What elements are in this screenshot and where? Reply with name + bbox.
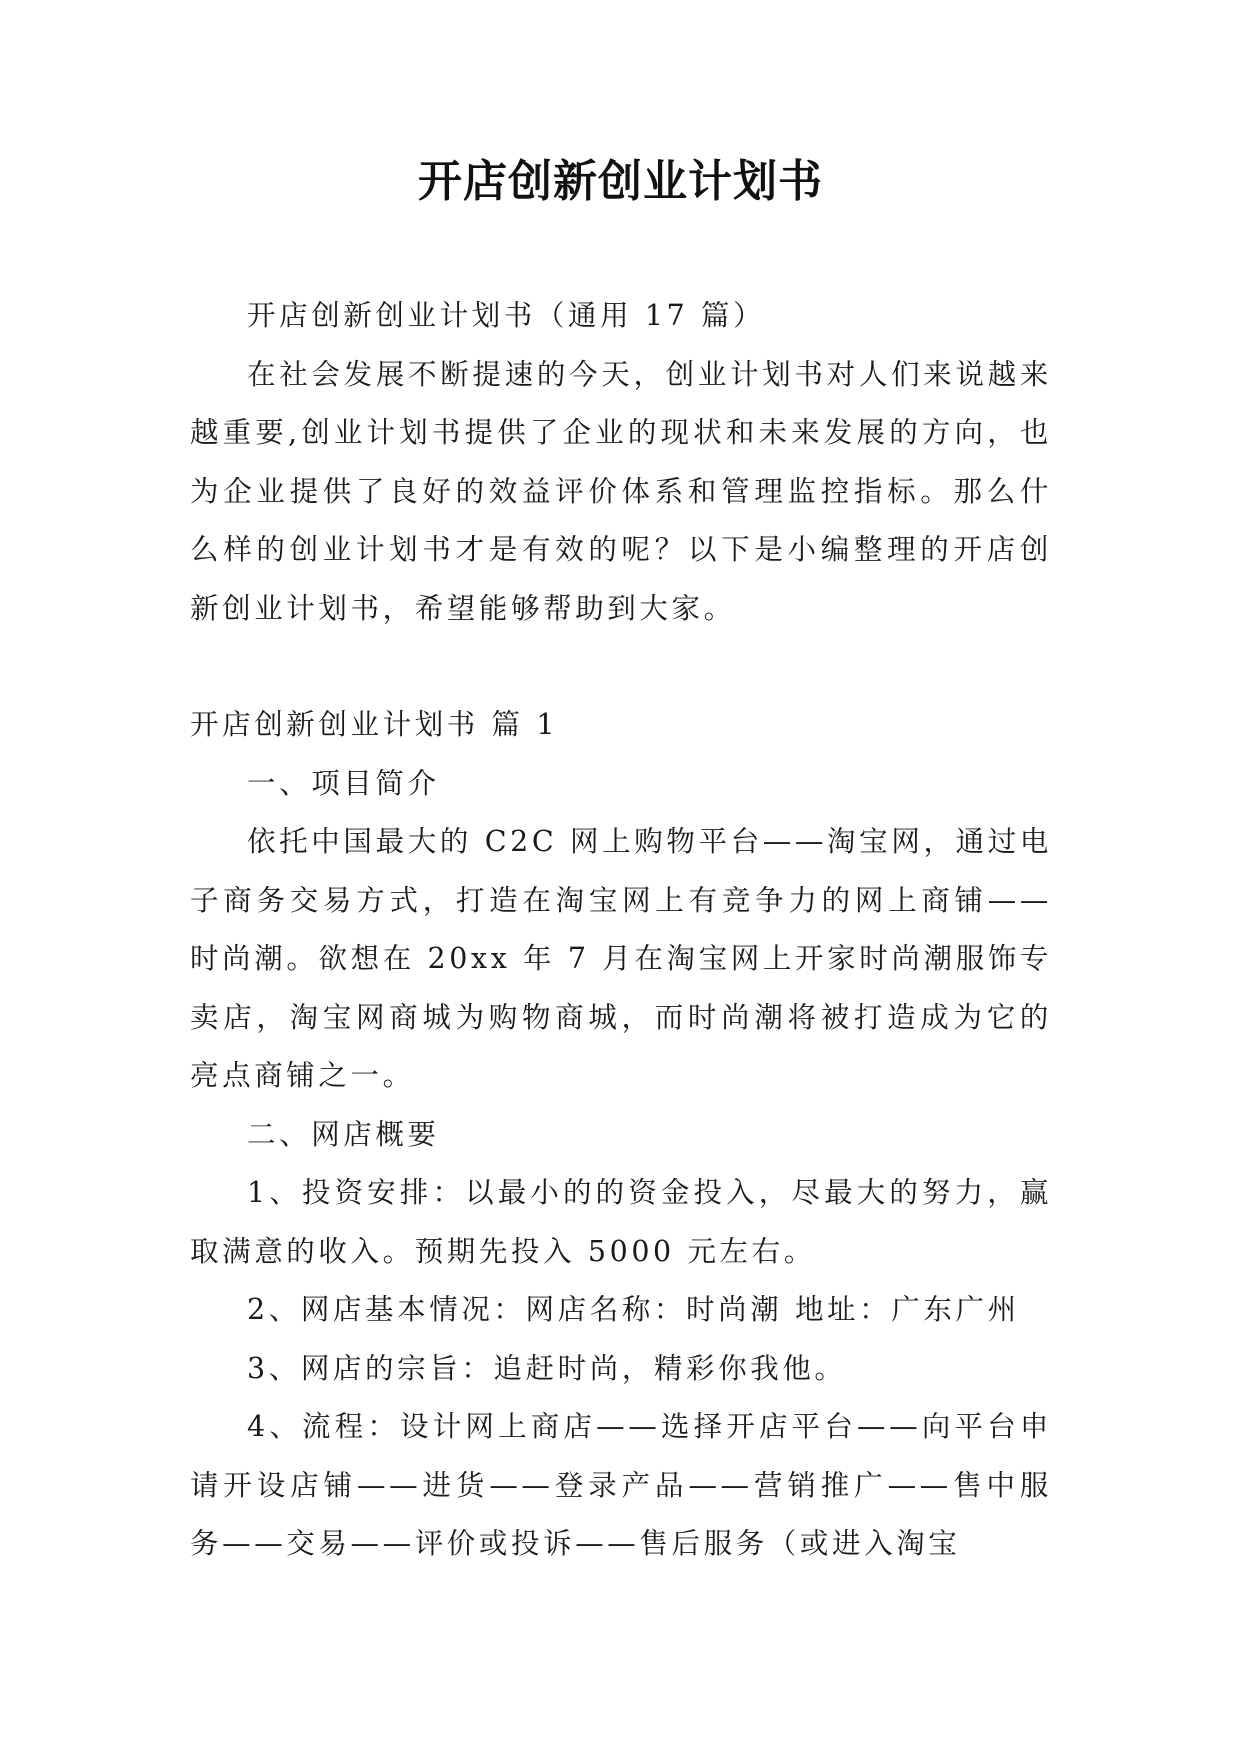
heading-project-intro: 一、项目简介 bbox=[247, 766, 440, 800]
section-heading: 开店创新创业计划书 篇 1 bbox=[190, 708, 559, 741]
list-item-investment: 1、投资安排：以最小的的资金投入，尽最大的努力，赢取满意的收入。预期先投入 5000 元左右。 bbox=[190, 1176, 1052, 1268]
paragraph-gap bbox=[190, 638, 1052, 696]
heading-store-overview: 二、网店概要 bbox=[247, 1117, 440, 1151]
document-title: 开店创新创业计划书 bbox=[418, 156, 823, 207]
intro-paragraph: 在社会发展不断提速的今天，创业计划书对人们来说越来越重要,创业计划书提供了企业的现状和未来发展的方向，也为企业提供了良好的效益评价体系和管理监控指标。那么什么样的创业计划书才是有效的呢？以下是小编整理的开店创新创业计划书，希望能够帮助到大家。 bbox=[190, 357, 1052, 625]
list-item-store-info: 2、网店基本情况：网店名称：时尚潮 地址：广东广州 bbox=[247, 1293, 1020, 1326]
document-body bbox=[190, 287, 1052, 1574]
list-item-process: 4、流程：设计网上商店——选择开店平台——向平台申请开设店铺——进货——登录产品——营销推广——售中服务——交易——评价或投诉——售后服务（或进入淘宝 bbox=[190, 1410, 1052, 1560]
document-subtitle: 开店创新创业计划书（通用 17 篇） bbox=[247, 299, 766, 332]
list-item-purpose: 3、网店的宗旨：追赶时尚，精彩你我他。 bbox=[247, 1351, 847, 1385]
project-intro-paragraph: 依托中国最大的 C2C 网上购物平台——淘宝网，通过电子商务交易方式，打造在淘宝网上有竞争力的网上商铺——时尚潮。欲想在 20xx 年 7 月在淘宝网上开家时尚潮服饰专卖店，淘宝网商城为购物商城，而时尚潮将被打造成为它的亮点商铺之一。 bbox=[190, 825, 1052, 1092]
